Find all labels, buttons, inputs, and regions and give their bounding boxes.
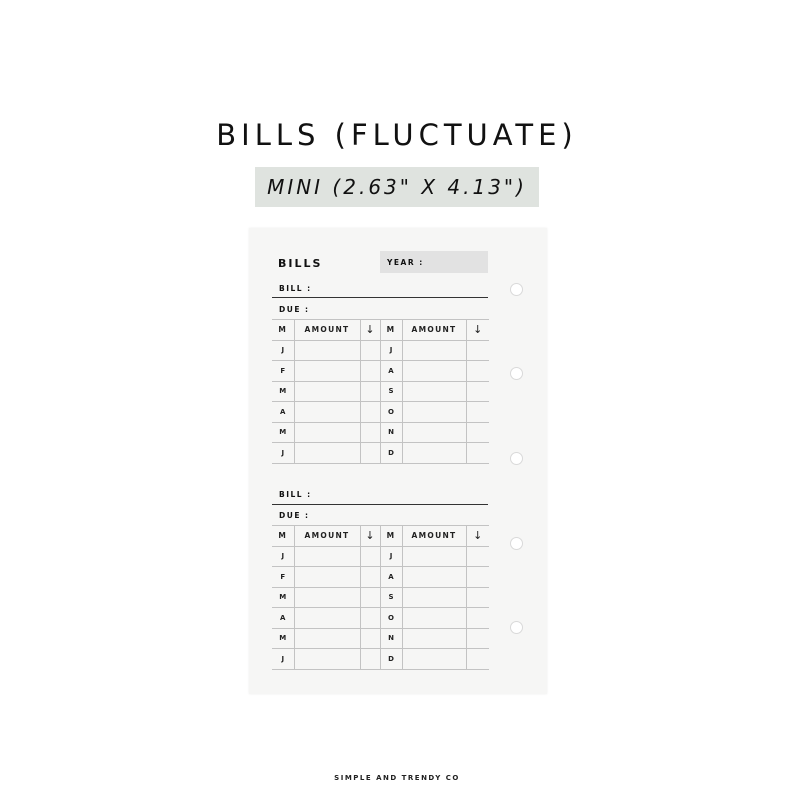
- check-cell[interactable]: [360, 546, 380, 567]
- amount-cell[interactable]: [402, 340, 466, 361]
- month-cell: A: [380, 361, 402, 382]
- bill-line[interactable]: [272, 504, 488, 505]
- check-cell[interactable]: [466, 628, 489, 649]
- check-cell[interactable]: [466, 402, 489, 423]
- check-cell[interactable]: [466, 381, 489, 402]
- punch-hole: [510, 452, 523, 465]
- month-cell: N: [380, 628, 402, 649]
- amount-cell[interactable]: [402, 567, 466, 588]
- down-arrow-icon: ↓: [360, 526, 380, 547]
- table-row: [272, 381, 489, 402]
- month-cell: N: [380, 422, 402, 443]
- month-column-header: M: [272, 526, 294, 547]
- amount-cell[interactable]: [402, 628, 466, 649]
- year-label: YEAR :: [387, 258, 424, 267]
- punch-hole: [510, 367, 523, 380]
- month-cell: O: [380, 608, 402, 629]
- table-header-row: [272, 320, 489, 341]
- amount-cell[interactable]: [402, 361, 466, 382]
- table-row: [272, 443, 489, 464]
- amount-cell[interactable]: [402, 546, 466, 567]
- month-cell: J: [380, 546, 402, 567]
- amount-cell[interactable]: [294, 361, 360, 382]
- table-row: [272, 361, 489, 382]
- amount-cell[interactable]: [294, 608, 360, 629]
- check-cell[interactable]: [360, 422, 380, 443]
- check-cell[interactable]: [360, 587, 380, 608]
- bill-line[interactable]: [272, 297, 488, 298]
- check-cell[interactable]: [360, 649, 380, 670]
- check-cell[interactable]: [360, 361, 380, 382]
- check-cell[interactable]: [466, 340, 489, 361]
- amount-cell[interactable]: [402, 422, 466, 443]
- amount-cell[interactable]: [402, 587, 466, 608]
- table-row: [272, 628, 489, 649]
- check-cell[interactable]: [466, 587, 489, 608]
- table-row: [272, 546, 489, 567]
- bill-label: BILL :: [279, 490, 312, 499]
- check-cell[interactable]: [466, 546, 489, 567]
- table-row: [272, 422, 489, 443]
- check-cell[interactable]: [466, 608, 489, 629]
- month-cell: M: [272, 381, 294, 402]
- bills-table: [272, 525, 489, 670]
- check-cell[interactable]: [360, 340, 380, 361]
- table-header-row: [272, 526, 489, 547]
- month-cell: J: [272, 443, 294, 464]
- table-row: [272, 402, 489, 423]
- check-cell[interactable]: [466, 567, 489, 588]
- month-cell: J: [380, 340, 402, 361]
- amount-cell[interactable]: [294, 443, 360, 464]
- month-column-header: M: [380, 526, 402, 547]
- month-cell: J: [272, 340, 294, 361]
- amount-cell[interactable]: [294, 649, 360, 670]
- month-column-header: M: [380, 320, 402, 341]
- table-row: [272, 567, 489, 588]
- month-cell: A: [380, 567, 402, 588]
- check-cell[interactable]: [466, 422, 489, 443]
- month-cell: D: [380, 649, 402, 670]
- month-cell: F: [272, 567, 294, 588]
- amount-column-header: AMOUNT: [402, 526, 466, 547]
- bills-table: [272, 319, 489, 464]
- amount-cell[interactable]: [294, 381, 360, 402]
- check-cell[interactable]: [360, 628, 380, 649]
- amount-cell[interactable]: [294, 628, 360, 649]
- amount-cell[interactable]: [294, 546, 360, 567]
- check-cell[interactable]: [466, 443, 489, 464]
- insert-heading: BILLS: [278, 257, 323, 270]
- month-cell: A: [272, 402, 294, 423]
- bill-label: BILL :: [279, 284, 312, 293]
- table-row: [272, 608, 489, 629]
- table-row: [272, 649, 489, 670]
- punch-hole: [510, 621, 523, 634]
- amount-cell[interactable]: [294, 587, 360, 608]
- punch-hole: [510, 283, 523, 296]
- month-cell: M: [272, 422, 294, 443]
- amount-column-header: AMOUNT: [402, 320, 466, 341]
- month-cell: A: [272, 608, 294, 629]
- amount-column-header: AMOUNT: [294, 526, 360, 547]
- page-title: BILLS (FLUCTUATE): [216, 118, 578, 152]
- amount-cell[interactable]: [402, 381, 466, 402]
- down-arrow-icon: ↓: [360, 320, 380, 341]
- check-cell[interactable]: [360, 567, 380, 588]
- month-cell: J: [272, 546, 294, 567]
- down-arrow-icon: ↓: [466, 320, 489, 341]
- month-cell: S: [380, 381, 402, 402]
- due-label: DUE :: [279, 511, 310, 520]
- month-cell: M: [272, 628, 294, 649]
- amount-cell[interactable]: [402, 402, 466, 423]
- due-label: DUE :: [279, 305, 310, 314]
- check-cell[interactable]: [360, 443, 380, 464]
- month-cell: D: [380, 443, 402, 464]
- brand-footer: SIMPLE AND TRENDY CO: [334, 774, 460, 782]
- amount-column-header: AMOUNT: [294, 320, 360, 341]
- size-subtitle: MINI (2.63" X 4.13"): [267, 175, 527, 199]
- month-column-header: M: [272, 320, 294, 341]
- month-cell: O: [380, 402, 402, 423]
- down-arrow-icon: ↓: [466, 526, 489, 547]
- month-cell: F: [272, 361, 294, 382]
- table-row: [272, 587, 489, 608]
- amount-cell[interactable]: [294, 340, 360, 361]
- amount-cell[interactable]: [402, 649, 466, 670]
- amount-cell[interactable]: [402, 608, 466, 629]
- check-cell[interactable]: [466, 361, 489, 382]
- amount-cell[interactable]: [294, 567, 360, 588]
- amount-cell[interactable]: [402, 443, 466, 464]
- punch-hole: [510, 537, 523, 550]
- amount-cell[interactable]: [294, 402, 360, 423]
- check-cell[interactable]: [360, 402, 380, 423]
- month-cell: J: [272, 649, 294, 670]
- check-cell[interactable]: [360, 381, 380, 402]
- month-cell: S: [380, 587, 402, 608]
- table-row: [272, 340, 489, 361]
- month-cell: M: [272, 587, 294, 608]
- check-cell[interactable]: [466, 649, 489, 670]
- check-cell[interactable]: [360, 608, 380, 629]
- amount-cell[interactable]: [294, 422, 360, 443]
